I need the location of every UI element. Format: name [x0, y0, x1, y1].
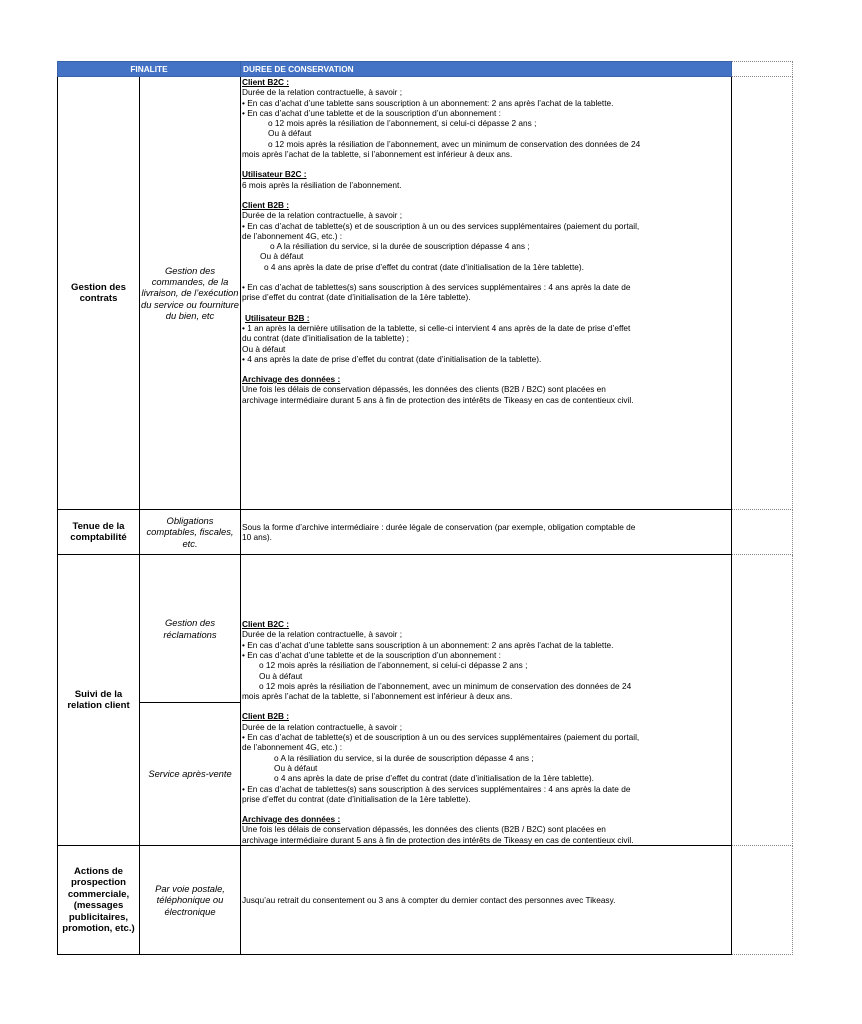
text-line: • 4 ans après la date de prise d’effet du contrat (date d’initialisation de la tablette). [242, 353, 542, 364]
text-line: Ou à défaut [259, 670, 303, 681]
utilisateur-b2c-heading: Utilisateur B2C : [242, 169, 307, 180]
b2c-heading: Client B2C : [242, 77, 290, 87]
utilisateur-b2b-heading: Utilisateur B2B : [245, 312, 310, 323]
text-line: Durée de la relation contractuelle, à savoir ; [242, 721, 403, 732]
text-line: o 12 mois après la résiliation de l’abonnement, si celui-ci dépasse 2 ans ; [259, 660, 528, 671]
text-line: • En cas d’achat d’une tablette et de la souscription d’un abonnement : [242, 107, 501, 118]
text-line: • En cas d’achat de tablettes(s) sans souscription à des services supplémentaires : 4 ans après la date de [242, 783, 631, 794]
header-duree: DUREE DE CONSERVATION [241, 62, 732, 77]
b2c-heading: Client B2C : [242, 619, 290, 630]
b2b-heading: Client B2B : [242, 199, 290, 210]
header-empty-cell [732, 62, 793, 77]
text-line: Une fois les délais de conservation dépassés, les données des clients (B2B / B2C) sont placées en [242, 384, 606, 395]
sous-finalite-gestion-commandes: Gestion des commandes, de la livraison, de l’exécution du service ou fourniture du bien, etc [140, 77, 241, 510]
duree-prospection [241, 846, 732, 955]
text-line: • En cas d’achat de tablette(s) et de souscription à un ou des services supplémentaires (paiement du portail, [242, 732, 640, 743]
text-line: o 4 ans après la date de prise d’effet du contrat (date d’initialisation de la 1ère tablette). [274, 773, 594, 784]
text-line: Jusqu’au retrait du consentement ou 3 ans à compter du dernier contact des personnes avec Tikeasy. [242, 894, 616, 905]
row-prospection [58, 846, 793, 955]
empty-cell [732, 510, 793, 555]
text-line: du contrat (date d’initialisation de la tablette) ; [242, 333, 409, 344]
row-gestion-contrats [58, 77, 793, 510]
empty-cell [732, 555, 793, 846]
text-line: archivage intermédiaire durant 5 ans à fin de protection des intérêts de Tikeasy en cas de contentieux civil. [242, 834, 634, 845]
retention-table [57, 61, 793, 955]
text-line: • En cas d’achat d’une tablette et de la souscription d’un abonnement : [242, 649, 501, 660]
text-line: prise d’effet du contrat (date d’initialisation de la 1ère tablette). [242, 292, 471, 303]
text-line: o A la résiliation du service, si la durée de souscription dépasse 4 ans ; [270, 241, 530, 252]
duree-gestion-contrats [241, 77, 732, 510]
archivage-heading: Archivage des données : [242, 374, 341, 385]
text-line: Une fois les délais de conservation dépassés, les données des clients (B2B / B2C) sont placées en [242, 824, 606, 835]
finalite-gestion-contrats: Gestion des contrats [58, 77, 140, 510]
text-line: o A la résiliation du service, si la durée de souscription dépasse 4 ans ; [274, 752, 534, 763]
empty-cell [732, 846, 793, 955]
text-line: archivage intermédiaire durant 5 ans à fin de protection des intérêts de Tikeasy en cas de contentieux civil. [242, 394, 634, 405]
finalite-comptabilite: Tenue de la comptabilité [58, 510, 140, 555]
text-line: 10 ans). [242, 532, 272, 542]
text-line: de l’abonnement 4G, etc.) : [242, 742, 343, 753]
finalite-relation-client: Suivi de la relation client [58, 555, 140, 846]
text-line: Durée de la relation contractuelle, à savoir ; [242, 210, 403, 221]
finalite-prospection: Actions de prospection commerciale, (messages publicitaires, promotion, etc.) [58, 846, 140, 955]
text-line: Ou à défaut [268, 128, 312, 139]
duree-comptabilite [241, 510, 732, 555]
retention-table-sheet [57, 61, 793, 955]
text-line: Durée de la relation contractuelle, à savoir ; [242, 87, 403, 98]
text-line: Ou à défaut [242, 343, 286, 354]
text-line: Ou à défaut [260, 251, 304, 262]
archivage-heading: Archivage des données : [242, 814, 341, 825]
text-line: o 12 mois après la résiliation de l’abonnement, si celui-ci dépasse 2 ans ; [268, 118, 537, 129]
text-line: de l’abonnement 4G, etc.) : [242, 230, 343, 241]
row-relation-client-1 [58, 555, 793, 703]
text-line: o 12 mois après la résiliation de l’abonnement, avec un minimum de conservation des données de 24 [268, 138, 641, 149]
sous-finalite-obligations: Obligations comptables, fiscales, etc. [140, 510, 241, 555]
text-line: Durée de la relation contractuelle, à savoir ; [242, 629, 403, 640]
text-line: mois après l’achat de la tablette, si l’abonnement est inférieur à deux ans. [242, 149, 513, 160]
header-finalite: FINALITE [58, 62, 241, 77]
empty-cell [732, 77, 793, 510]
text-line: • 1 an après la dernière utilisation de la tablette, si celle-ci intervient 4 ans après de la date de prise d’effet [242, 322, 631, 333]
row-comptabilite [58, 510, 793, 555]
sous-finalite-sav: Service après-vente [140, 703, 241, 846]
sous-finalite-reclamations: Gestion des réclamations [140, 555, 241, 703]
text-line: • En cas d’achat d’une tablette sans souscription à un abonnement: 2 ans après l’achat de la tablette. [242, 97, 614, 108]
text-line: prise d’effet du contrat (date d’initialisation de la 1ère tablette). [242, 793, 471, 804]
text-line: • En cas d’achat d’une tablette sans souscription à un abonnement: 2 ans après l’achat de la tablette. [242, 639, 614, 650]
text-line: o 4 ans après la date de prise d’effet du contrat (date d’initialisation de la 1ère tablette). [264, 261, 584, 272]
duree-relation-client [241, 555, 732, 846]
text-line: Ou à défaut [274, 762, 318, 773]
text-line: 6 mois après la résiliation de l’abonnement. [242, 179, 402, 190]
sous-finalite-voies: Par voie postale, téléphonique ou électronique [140, 846, 241, 955]
text-line: Sous la forme d’archive intermédiaire : durée légale de conservation (par exemple, obligation comptable de [242, 521, 636, 532]
table-header-row [58, 62, 793, 77]
text-line: o 12 mois après la résiliation de l’abonnement, avec un minimum de conservation des données de 24 [259, 680, 632, 691]
text-line: mois après l’achat de la tablette, si l’abonnement est inférieur à deux ans. [242, 691, 513, 702]
text-line: • En cas d’achat de tablettes(s) sans souscription à des services supplémentaires : 4 ans après la date de [242, 282, 631, 293]
text-line: • En cas d’achat de tablette(s) et de souscription à un ou des services supplémentaires (paiement du portail, [242, 220, 640, 231]
b2b-heading: Client B2B : [242, 711, 290, 722]
